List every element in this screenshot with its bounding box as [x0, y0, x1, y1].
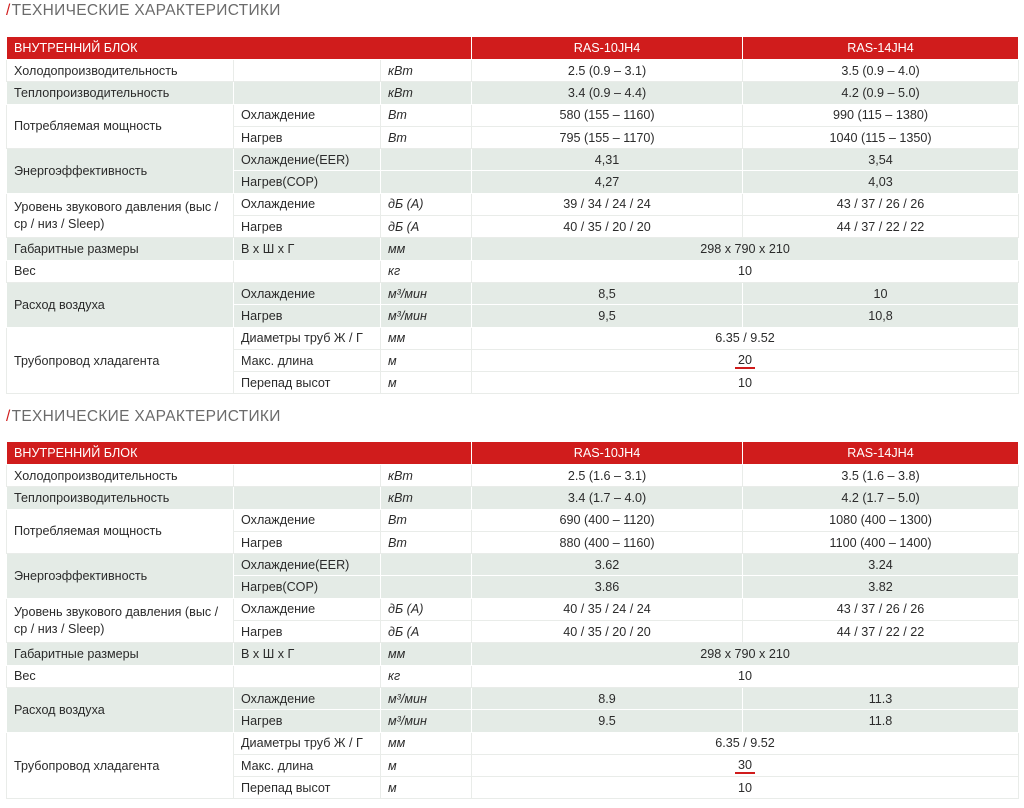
row-name: Теплопроизводительность — [7, 82, 234, 104]
value-model-1: 8.9 — [472, 687, 743, 709]
value-shared: 10 — [472, 260, 1019, 282]
table-row — [7, 598, 1019, 620]
mode-cell: Нагрев — [234, 216, 381, 238]
unit-cell: кВт — [381, 465, 472, 487]
title-slash: / — [6, 2, 11, 19]
unit-label: ВНУТРЕННИЙ БЛОК — [7, 442, 472, 465]
mode-cell: Нагрев — [234, 305, 381, 327]
mode-cell: Нагрев(COP) — [234, 576, 381, 598]
value-shared: 6.35 / 9.52 — [472, 732, 1019, 754]
value-model-1: 2.5 (1.6 – 3.1) — [472, 465, 743, 487]
model-2-header: RAS-14JH4 — [743, 37, 1019, 60]
value-model-1: 880 (400 – 1160) — [472, 531, 743, 553]
unit-cell: м³/мин — [381, 687, 472, 709]
row-name: Энергоэффективность — [7, 149, 234, 194]
table-row — [7, 554, 1019, 576]
table-row — [7, 687, 1019, 709]
unit-cell: м — [381, 754, 472, 776]
table-row — [7, 665, 1019, 687]
mode-cell: Охлаждение(EER) — [234, 149, 381, 171]
table-row — [7, 643, 1019, 665]
value-shared: 6.35 / 9.52 — [472, 327, 1019, 349]
table-row — [7, 193, 1019, 215]
unit-cell: Вт — [381, 104, 472, 126]
section-title — [6, 2, 281, 20]
section-title — [6, 408, 281, 426]
value-model-1: 4,27 — [472, 171, 743, 193]
value-model-2: 3.5 (1.6 – 3.8) — [743, 465, 1019, 487]
mode-cell: Охлаждение — [234, 598, 381, 620]
value-shared — [472, 349, 1019, 371]
unit-cell: Вт — [381, 126, 472, 148]
value-model-1: 40 / 35 / 20 / 20 — [472, 621, 743, 643]
value-shared: 10 — [472, 777, 1019, 799]
row-name: Трубопровод хладагента — [7, 327, 234, 394]
value-model-1: 2.5 (0.9 – 3.1) — [472, 60, 743, 82]
value-model-2: 11.3 — [743, 687, 1019, 709]
section-title-text: ТЕХНИЧЕСКИЕ ХАРАКТЕРИСТИКИ — [11, 2, 281, 19]
param-cell: Перепад высот — [234, 372, 381, 394]
value-shared: 298 х 790 х 210 — [472, 643, 1019, 665]
value-shared: 10 — [472, 372, 1019, 394]
mode-cell: Нагрев(COP) — [234, 171, 381, 193]
param-cell: Перепад высот — [234, 777, 381, 799]
table-row — [7, 82, 1019, 104]
spec-table — [6, 441, 1019, 799]
mode-cell: Нагрев — [234, 710, 381, 732]
value-shared: 298 х 790 х 210 — [472, 238, 1019, 260]
unit-cell — [381, 576, 472, 598]
table-row — [7, 465, 1019, 487]
row-name: Вес — [7, 260, 234, 282]
mode-cell: Нагрев — [234, 126, 381, 148]
value-model-2: 10 — [743, 282, 1019, 304]
table-row — [7, 327, 1019, 349]
value-model-2: 4,03 — [743, 171, 1019, 193]
row-name: Расход воздуха — [7, 687, 234, 732]
unit-cell: дБ (А — [381, 216, 472, 238]
mode-cell: Охлаждение — [234, 509, 381, 531]
param-cell — [234, 465, 381, 487]
value-model-1: 3.62 — [472, 554, 743, 576]
value-model-2: 10,8 — [743, 305, 1019, 327]
table-row — [7, 260, 1019, 282]
value-model-1: 9.5 — [472, 710, 743, 732]
row-name: Потребляемая мощность — [7, 509, 234, 554]
unit-cell: кВт — [381, 82, 472, 104]
unit-cell: мм — [381, 643, 472, 665]
mode-cell: Охлаждение — [234, 104, 381, 126]
mode-cell: Охлаждение — [234, 193, 381, 215]
row-name: Уровень звукового давления (выс / ср / низ / Sleep) — [7, 598, 234, 643]
unit-cell: дБ (А) — [381, 598, 472, 620]
unit-cell — [381, 149, 472, 171]
value-model-1: 9,5 — [472, 305, 743, 327]
unit-cell: кВт — [381, 487, 472, 509]
unit-cell: кВт — [381, 60, 472, 82]
value-model-1: 8,5 — [472, 282, 743, 304]
value-model-2: 4.2 (0.9 – 5.0) — [743, 82, 1019, 104]
unit-cell: м³/мин — [381, 710, 472, 732]
mode-cell: Нагрев — [234, 621, 381, 643]
value-model-2: 43 / 37 / 26 / 26 — [743, 598, 1019, 620]
value-model-1: 3.4 (0.9 – 4.4) — [472, 82, 743, 104]
param-cell — [234, 260, 381, 282]
table-row — [7, 732, 1019, 754]
value-model-2: 1080 (400 – 1300) — [743, 509, 1019, 531]
row-name: Габаритные размеры — [7, 643, 234, 665]
table-row — [7, 238, 1019, 260]
value-model-2: 43 / 37 / 26 / 26 — [743, 193, 1019, 215]
unit-cell: м³/мин — [381, 305, 472, 327]
value-model-1: 39 / 34 / 24 / 24 — [472, 193, 743, 215]
mode-cell: Нагрев — [234, 531, 381, 553]
value-shared: 10 — [472, 665, 1019, 687]
value-model-1: 40 / 35 / 20 / 20 — [472, 216, 743, 238]
value-model-1: 580 (155 – 1160) — [472, 104, 743, 126]
unit-cell: дБ (А) — [381, 193, 472, 215]
row-name: Уровень звукового давления (выс / ср / низ / Sleep) — [7, 193, 234, 238]
value-model-2: 3,54 — [743, 149, 1019, 171]
model-1-header: RAS-10JH4 — [472, 442, 743, 465]
value-model-2: 3.5 (0.9 – 4.0) — [743, 60, 1019, 82]
value-model-2: 3.24 — [743, 554, 1019, 576]
highlighted-max-length: 30 — [735, 758, 755, 774]
param-cell: В х Ш х Г — [234, 643, 381, 665]
value-model-2: 4.2 (1.7 – 5.0) — [743, 487, 1019, 509]
value-model-1: 690 (400 – 1120) — [472, 509, 743, 531]
value-model-2: 3.82 — [743, 576, 1019, 598]
param-cell: Диаметры труб Ж / Г — [234, 327, 381, 349]
param-cell — [234, 82, 381, 104]
unit-cell: мм — [381, 238, 472, 260]
unit-cell: Вт — [381, 509, 472, 531]
param-cell — [234, 487, 381, 509]
value-shared — [472, 754, 1019, 776]
unit-cell: дБ (А — [381, 621, 472, 643]
model-2-header: RAS-14JH4 — [743, 442, 1019, 465]
row-name: Теплопроизводительность — [7, 487, 234, 509]
spec-table — [6, 36, 1019, 394]
value-model-1: 4,31 — [472, 149, 743, 171]
table-header-row — [7, 37, 1019, 60]
mode-cell: Охлаждение — [234, 687, 381, 709]
value-model-1: 795 (155 – 1170) — [472, 126, 743, 148]
table-header-row — [7, 442, 1019, 465]
unit-cell: кг — [381, 665, 472, 687]
section-title-text: ТЕХНИЧЕСКИЕ ХАРАКТЕРИСТИКИ — [11, 408, 281, 425]
table-row — [7, 509, 1019, 531]
value-model-2: 990 (115 – 1380) — [743, 104, 1019, 126]
value-model-2: 44 / 37 / 22 / 22 — [743, 216, 1019, 238]
row-name: Энергоэффективность — [7, 554, 234, 599]
row-name: Потребляемая мощность — [7, 104, 234, 149]
param-cell — [234, 665, 381, 687]
row-name: Расход воздуха — [7, 282, 234, 327]
value-model-2: 11.8 — [743, 710, 1019, 732]
unit-cell: м — [381, 349, 472, 371]
param-cell: Диаметры труб Ж / Г — [234, 732, 381, 754]
row-name: Вес — [7, 665, 234, 687]
unit-label: ВНУТРЕННИЙ БЛОК — [7, 37, 472, 60]
unit-cell: м³/мин — [381, 282, 472, 304]
value-model-2: 1100 (400 – 1400) — [743, 531, 1019, 553]
table-row — [7, 487, 1019, 509]
param-cell — [234, 60, 381, 82]
unit-cell: мм — [381, 732, 472, 754]
unit-cell: кг — [381, 260, 472, 282]
param-cell: Макс. длина — [234, 349, 381, 371]
table-row — [7, 149, 1019, 171]
unit-cell: м — [381, 777, 472, 799]
table-row — [7, 60, 1019, 82]
unit-cell — [381, 554, 472, 576]
param-cell: В х Ш х Г — [234, 238, 381, 260]
highlighted-max-length: 20 — [735, 353, 755, 369]
model-1-header: RAS-10JH4 — [472, 37, 743, 60]
row-name: Габаритные размеры — [7, 238, 234, 260]
value-model-1: 3.4 (1.7 – 4.0) — [472, 487, 743, 509]
table-row — [7, 104, 1019, 126]
title-slash: / — [6, 408, 11, 425]
row-name: Холодопроизводительность — [7, 60, 234, 82]
value-model-2: 1040 (115 – 1350) — [743, 126, 1019, 148]
table-row — [7, 282, 1019, 304]
unit-cell: мм — [381, 327, 472, 349]
row-name: Трубопровод хладагента — [7, 732, 234, 799]
row-name: Холодопроизводительность — [7, 465, 234, 487]
unit-cell: м — [381, 372, 472, 394]
param-cell: Макс. длина — [234, 754, 381, 776]
value-model-1: 3.86 — [472, 576, 743, 598]
unit-cell — [381, 171, 472, 193]
value-model-2: 44 / 37 / 22 / 22 — [743, 621, 1019, 643]
mode-cell: Охлаждение(EER) — [234, 554, 381, 576]
mode-cell: Охлаждение — [234, 282, 381, 304]
unit-cell: Вт — [381, 531, 472, 553]
value-model-1: 40 / 35 / 24 / 24 — [472, 598, 743, 620]
